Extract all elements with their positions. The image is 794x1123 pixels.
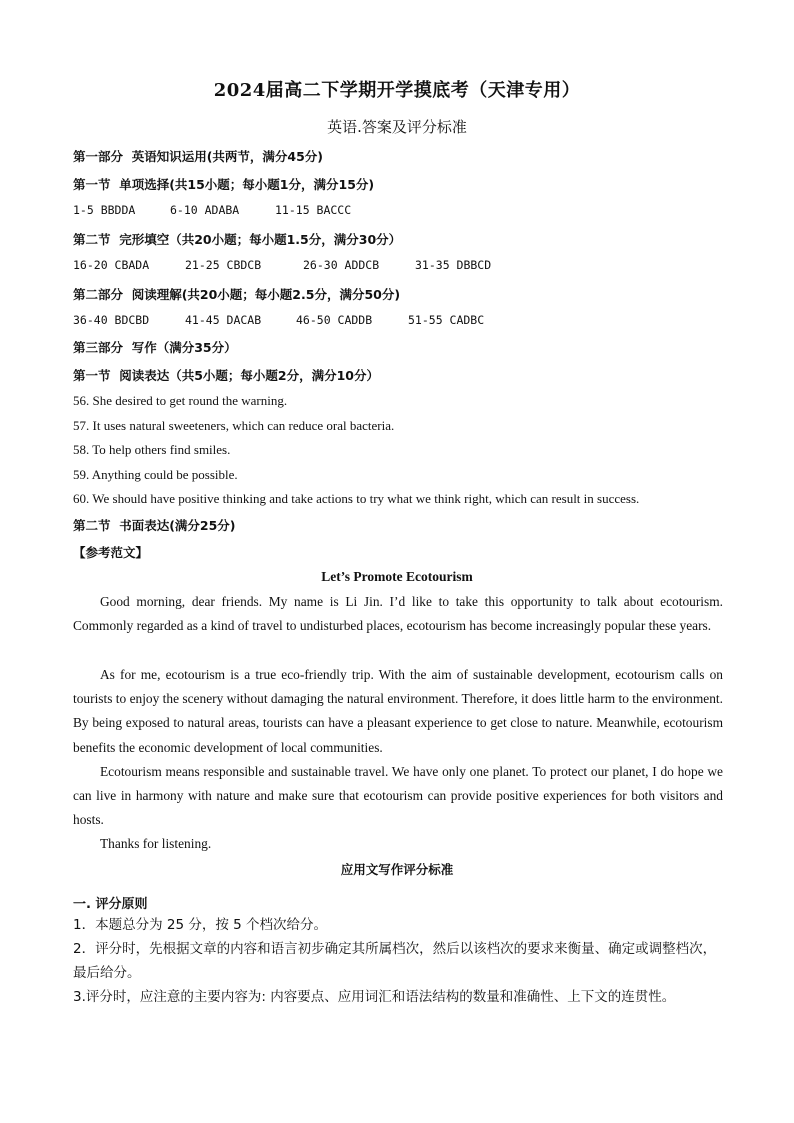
part2-answers	[73, 313, 484, 327]
answer-group: 21-25 CBDCB	[185, 258, 262, 272]
answer-group: 6-10 ADABA	[170, 203, 240, 217]
reading-answer-56: 56. She desired to get round the warning.	[73, 393, 288, 408]
answer-group: 46-50 CADDB	[296, 313, 373, 327]
criteria-item: 2．评分时，先根据文章的内容和语言初步确定其所属档次，然后以该档次的要求来衡量、确定或调整档次，最后给分。	[73, 941, 717, 981]
answer-group: 26-30 ADDCB	[303, 258, 380, 272]
part2-heading: 第二部分 阅读理解(共20小题；每小题2.5分，满分50分)	[73, 287, 401, 302]
essay-title: Let’s Promote Ecotourism	[321, 569, 473, 584]
essay-paragraph: As for me, ecotourism is a true eco-friendly trip. With the aim of sustainable development, ecotourism calls on tourists to enjoy the scenery without damaging the natural environment. Therefore, it does little harm to the environment. By being exposed to natural areas, tourists can have a pleasant experience to get close to nature. Meanwhile, ecotourism benefits the economic development of local communities.	[73, 667, 723, 755]
answer-group: 11-15 BACCC	[275, 203, 352, 217]
answer-group: 51-55 CADBC	[408, 313, 485, 327]
criteria-item: 1．本题总分为 25 分，按 5 个档次给分。	[73, 917, 328, 933]
part1-section1-answers	[73, 203, 351, 217]
reading-answer-58: 58. To help others find smiles.	[73, 442, 231, 457]
part1-section2-heading: 第二节 完形填空（共20小题；每小题1.5分，满分30分）	[73, 232, 402, 247]
page-title: 2024届高二下学期开学摸底考（天津专用）	[213, 80, 581, 101]
sample-essay-label: 【参考范文】	[73, 545, 149, 560]
part3-section2-heading: 第二节 书面表达(满分25分)	[73, 518, 236, 533]
part3-heading: 第三部分 写作（满分35分）	[73, 340, 237, 355]
principles-heading: 一. 评分原则	[73, 897, 148, 912]
essay-paragraph: Thanks for listening.	[100, 836, 212, 851]
part1-section1-heading: 第一节 单项选择(共15小题；每小题1分，满分15分)	[73, 177, 375, 192]
answer-group: 16-20 CBADA	[73, 258, 150, 272]
part3-section1-heading: 第一节 阅读表达（共5小题；每小题2分，满分10分）	[73, 368, 379, 383]
reading-answer-57: 57. It uses natural sweeteners, which can reduce oral bacteria.	[73, 418, 395, 433]
answer-group: 41-45 DACAB	[185, 313, 262, 327]
reading-answer-59: 59. Anything could be possible.	[73, 467, 238, 482]
part1-heading: 第一部分 英语知识运用(共两节，满分45分)	[73, 149, 324, 164]
answer-group: 31-35 DBBCD	[415, 258, 492, 272]
answer-group: 36-40 BDCBD	[73, 313, 150, 327]
answer-group: 1-5 BBDDA	[73, 203, 136, 217]
essay-paragraph: Ecotourism means responsible and sustainable travel. We have only one planet. To protect our planet, I do hope we can live in harmony with nature and make sure that ecotourism can provide positive experiences for both visitors and hosts.	[73, 764, 723, 828]
reading-answer-60: 60. We should have positive thinking and take actions to try what we think right, which can result in success.	[73, 491, 640, 506]
essay-paragraph: Good morning, dear friends. My name is Li Jin. I’d like to take this opportunity to talk about ecotourism. Commonly regarded as a kind of travel to undisturbed places, ecotourism has become increasingly popular these years.	[73, 594, 723, 634]
part1-section2-answers	[73, 258, 491, 272]
criteria-heading: 应用文写作评分标准	[340, 862, 454, 877]
page-subtitle: 英语.答案及评分标准	[327, 118, 467, 136]
criteria-item: 3.评分时，应注意的主要内容为: 内容要点、应用词汇和语法结构的数量和准确性、上下文的连贯性。	[73, 989, 676, 1005]
